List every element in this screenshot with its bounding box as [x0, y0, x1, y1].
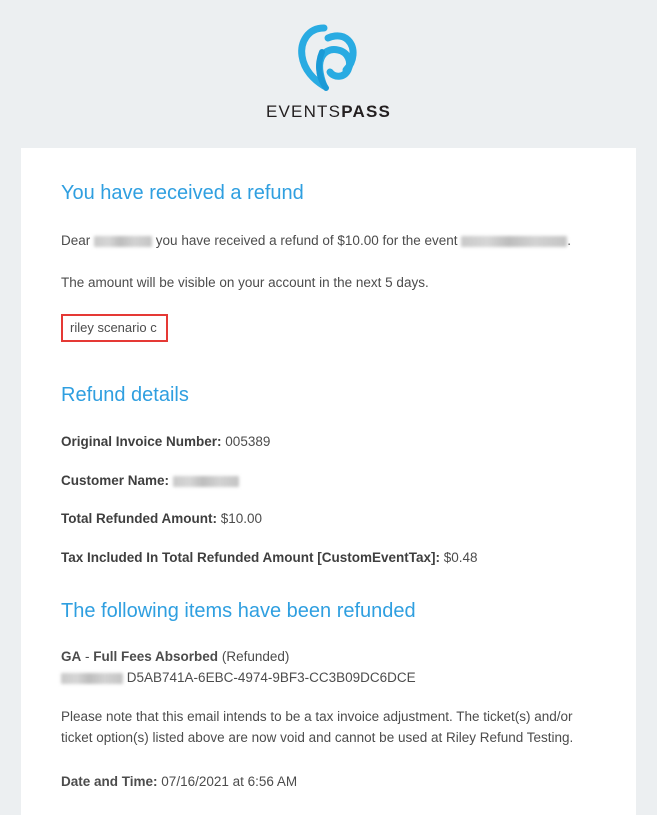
detail-original-invoice-number: [61, 433, 596, 451]
intro-prefix: Dear: [61, 233, 91, 248]
refunded-item-code-row: [61, 670, 596, 685]
detail-tax-included: [61, 549, 596, 567]
item-separator: -: [85, 649, 90, 665]
date-and-time-value: 07/16/2021 at 6:56 AM: [161, 773, 298, 789]
detail-total-refunded-amount: [61, 510, 596, 528]
email-body-card: [21, 148, 636, 815]
date-and-time-label: Date and Time:: [61, 773, 158, 789]
redacted-attendee-name: [61, 673, 123, 684]
detail-label: Customer Name:: [61, 472, 170, 488]
detail-label: Tax Included In Total Refunded Amount [CustomEventTax]:: [61, 549, 441, 565]
redacted-event-name: [461, 236, 567, 247]
item-ticket-name: Full Fees Absorbed: [93, 649, 219, 665]
refunded-items-heading: The following items have been refunded: [61, 600, 416, 623]
eventspass-logo-icon: [294, 22, 364, 96]
brand-name-second: PASS: [341, 102, 392, 121]
item-ticket-type: GA: [61, 649, 82, 665]
brand-wordmark: [266, 102, 391, 122]
detail-label: Total Refunded Amount:: [61, 511, 217, 527]
detail-label: Original Invoice Number:: [61, 434, 222, 450]
tax-invoice-note: Please note that this email intends to be a tax invoice adjustment. The ticket(s) and/or ticket option(s) listed above are now void and cannot be used at Riley Refund Testing.: [61, 709, 574, 745]
intro-suffix: .: [567, 233, 572, 248]
item-status: (Refunded): [221, 649, 290, 665]
visibility-note: The amount will be visible on your account in the next 5 days.: [61, 274, 429, 290]
redacted-customer-name: [94, 236, 152, 247]
redacted-value: [173, 476, 239, 487]
refunded-item-row: [61, 649, 596, 664]
detail-value: 005389: [225, 434, 271, 450]
detail-customer-name: [61, 472, 596, 490]
page-title: You have received a refund: [61, 182, 304, 204]
brand-name-first: EVENTS: [265, 102, 342, 121]
intro-paragraph: [61, 231, 596, 251]
brand-header: [0, 0, 657, 122]
detail-value: $10.00: [220, 511, 263, 527]
item-code: D5AB741A-6EBC-4974-9BF3-CC3B09DC6DCE: [126, 670, 416, 686]
date-and-time-row: [61, 774, 596, 789]
intro-mid: you have received a refund of $10.00 for the event: [155, 233, 458, 248]
refund-details-heading: Refund details: [61, 384, 189, 407]
detail-value: $0.48: [443, 549, 478, 565]
status-badge: riley scenario c: [61, 314, 168, 342]
